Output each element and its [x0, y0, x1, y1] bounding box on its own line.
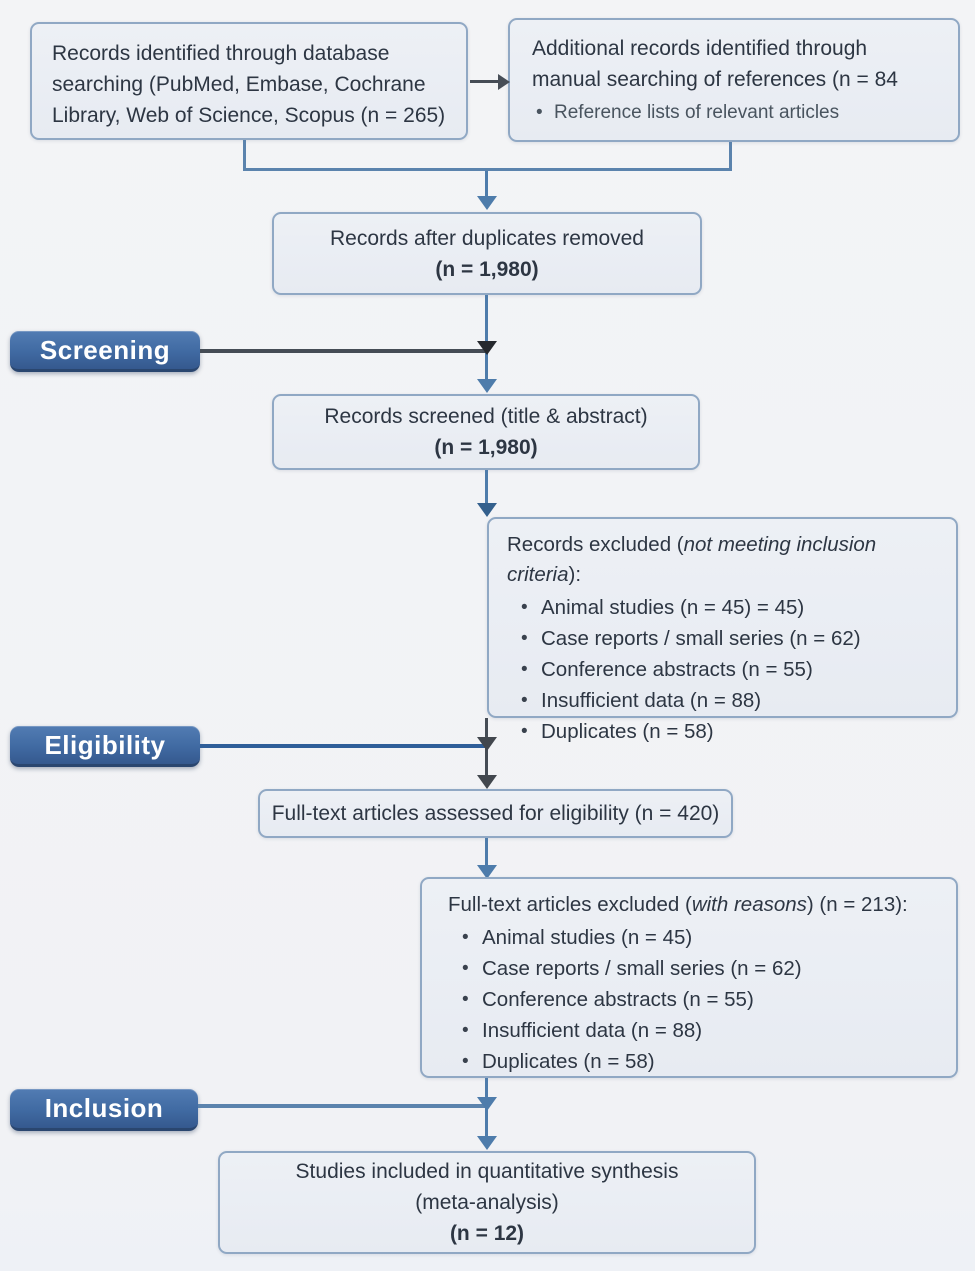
- arrowhead-down-icon: [477, 1097, 497, 1111]
- box-title: [448, 890, 946, 920]
- stage-label-text: Inclusion: [44, 1093, 164, 1123]
- bullet-item: • Conference abstracts (n = 55): [521, 654, 946, 685]
- exclusion-reason-list: [448, 922, 946, 1077]
- bullet-item: • Case reports / small series (n = 62): [462, 953, 946, 984]
- box-records-screened: [272, 394, 700, 470]
- box-additional-records-manual: [508, 18, 960, 142]
- stage-label-screening: [10, 331, 200, 372]
- stage-label-eligibility: [10, 726, 200, 767]
- box-text-line: searching (PubMed, Embase, Cochrane: [52, 73, 426, 96]
- box-records-identified-database: [30, 22, 468, 140]
- title-text: ) (n = 213):: [806, 893, 908, 916]
- bullet-item: • Conference abstracts (n = 55): [462, 984, 946, 1015]
- connector-line: [243, 140, 246, 171]
- box-title: [507, 530, 946, 590]
- stage-label-text: Eligibility: [44, 729, 166, 760]
- title-italic-text: not meeting inclusion criteria: [507, 533, 877, 586]
- box-text-line: manual searching of references (n = 84: [532, 68, 898, 91]
- connector-line: [485, 470, 488, 505]
- stage-label-text: Screening: [39, 334, 171, 365]
- box-text-line: Records after duplicates removed: [330, 226, 644, 250]
- box-text-line: Additional records identified through: [532, 37, 868, 60]
- box-text-line: Full-text articles assessed for eligibility (n = 420): [271, 802, 720, 825]
- box-text-line: (meta-analysis): [415, 1191, 559, 1214]
- box-fulltext-assessed: [258, 789, 733, 838]
- connector-line: [485, 171, 488, 197]
- box-count: (n = 12): [449, 1222, 525, 1245]
- box-duplicates-removed: [272, 212, 702, 295]
- connector-line: [200, 744, 486, 748]
- connector-line: [485, 838, 488, 868]
- connector-line: [729, 142, 732, 171]
- connector-line: [485, 295, 488, 380]
- box-text-line: Studies included in quantitative synthesis: [295, 1160, 679, 1183]
- connector-line: [470, 80, 500, 83]
- bullet-item: • Duplicates (n = 58): [462, 1046, 946, 1077]
- bullet-item: • Case reports / small series (n = 62): [521, 623, 946, 654]
- title-text: Records excluded (: [507, 533, 684, 556]
- arrowhead-down-icon: [477, 503, 497, 517]
- connector-line: [198, 1104, 486, 1108]
- connector-line: [200, 349, 486, 353]
- box-count: (n = 1,980): [435, 257, 539, 281]
- title-text: ):: [568, 563, 582, 586]
- arrowhead-down-icon: [477, 379, 497, 393]
- stage-label-inclusion: [10, 1089, 198, 1131]
- bullet-item: • Duplicates (n = 58): [521, 716, 946, 747]
- box-fulltext-excluded: [420, 877, 958, 1078]
- bullet-item: • Insufficient data (n = 88): [462, 1015, 946, 1046]
- arrowhead-down-icon: [477, 1136, 497, 1150]
- title-text: Full-text articles excluded (: [448, 893, 692, 916]
- bullet-item: • Reference lists of relevant articles: [532, 99, 948, 127]
- box-records-excluded: [487, 517, 958, 743]
- box-text-line: Records screened (title & abstract): [324, 405, 648, 428]
- arrowhead-down-icon: [477, 196, 497, 210]
- bullet-item: • Insufficient data (n = 88): [521, 685, 946, 716]
- exclusion-reason-list: [507, 592, 946, 747]
- box-text-line: Library, Web of Science, Scopus (n = 265): [52, 104, 446, 127]
- title-italic-text: with reasons: [691, 893, 807, 916]
- arrowhead-down-icon: [477, 775, 497, 789]
- arrowhead-right-icon: [498, 74, 510, 90]
- bullet-item: • Animal studies (n = 45): [462, 922, 946, 953]
- bullet-item: • Animal studies (n = 45) = 45): [521, 592, 946, 623]
- box-text-line: Records identified through database: [52, 42, 390, 65]
- arrowhead-down-icon: [477, 737, 497, 751]
- box-count: (n = 1,980): [434, 436, 538, 459]
- arrowhead-down-icon: [477, 341, 497, 355]
- box-studies-included: [218, 1151, 756, 1254]
